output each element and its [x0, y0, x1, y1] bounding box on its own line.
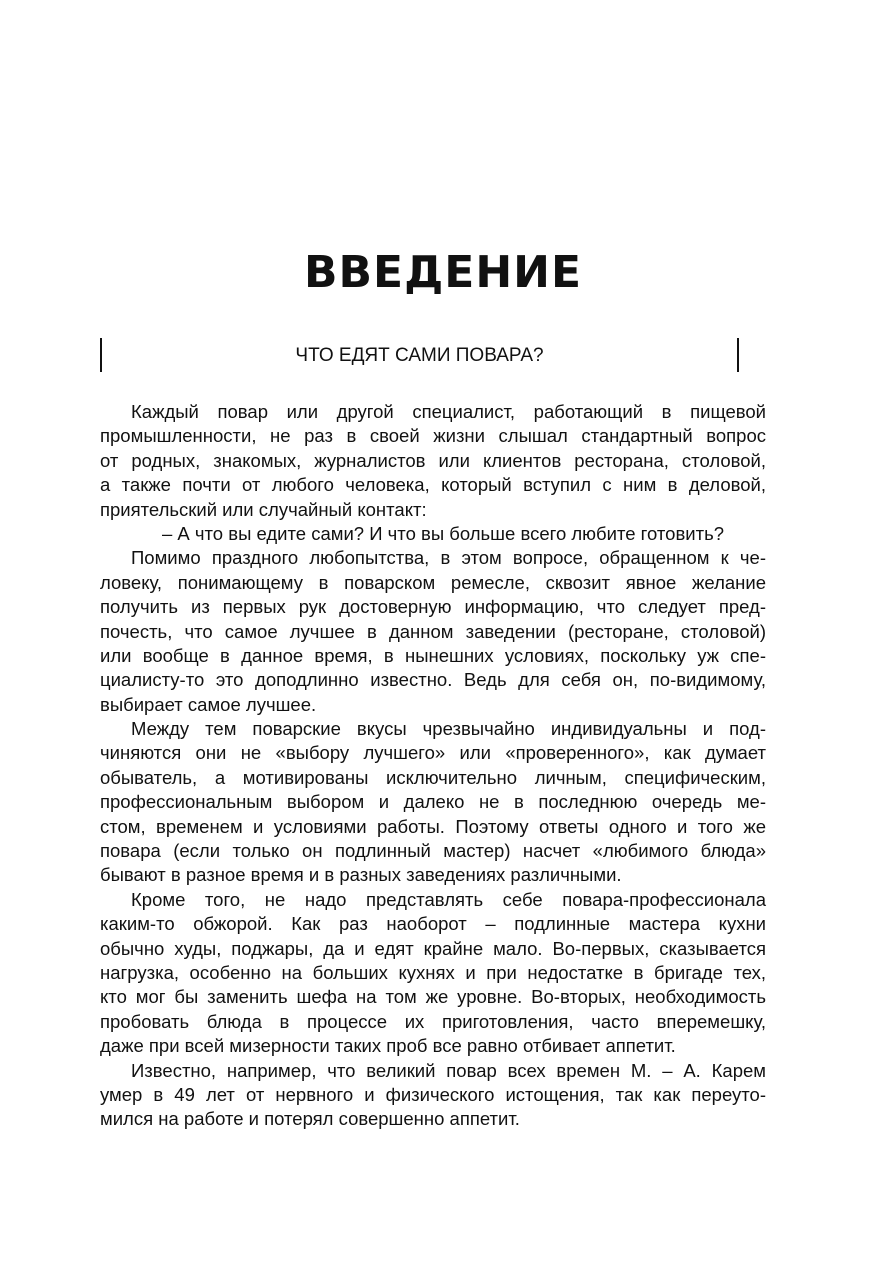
text-line: кто мог бы заменить шефа на том же уровне. Во-вторых, необходимость	[100, 986, 766, 1008]
text-line: Каждый повар или другой специалист, работающий в пищевой	[131, 401, 766, 422]
section-heading: ЧТО ЕДЯТ САМИ ПОВАРА?	[100, 338, 739, 372]
text-line: Помимо праздного любопытства, в этом вопросе, обращенном к че-	[131, 547, 766, 569]
text-line: циалисту-то это доподлинно известно. Ведь для себя он, по-видимому,	[100, 669, 766, 691]
text-line: даже при всей мизерности таких проб все равно отбивает аппетит.	[100, 1035, 676, 1057]
chapter-title: ВВЕДЕНИЕ	[303, 247, 583, 298]
text-line: Кроме того, не надо представлять себе повара-профессионала	[131, 888, 766, 910]
text-line: или вообще в данное время, в нынешних условиях, поскольку уж спе-	[100, 644, 766, 666]
text-line: мился на работе и потерял совершенно аппетит.	[100, 1108, 520, 1130]
text-line: обычно худы, поджары, да и едят крайне мало. Во-первых, сказывается	[100, 937, 766, 959]
text-line: обыватель, а мотивированы исключительно личным, специфическим,	[100, 766, 766, 788]
text-line: ловеку, понимающему в поварском ремесле, сквозит явное желание	[100, 571, 766, 593]
text-line: приятельский или случайный контакт:	[100, 498, 427, 520]
text-line: бывают в разное время и в разных заведениях различными.	[100, 864, 622, 886]
dialogue-line	[100, 522, 766, 546]
text-line: Между тем поварские вкусы чрезвычайно индивидуальны и под-	[131, 718, 766, 740]
text-line: – А что вы едите сами? И что вы больше всего любите готовить?	[162, 522, 725, 544]
paragraph	[100, 546, 766, 717]
text-line: почесть, что самое лучшее в данном заведении (ресторане, столовой)	[100, 620, 766, 642]
text-line: а также почти от любого человека, который вступил с ним в деловой,	[100, 474, 766, 496]
body-text	[100, 400, 766, 1132]
text-line: профессиональным выбором и далеко не в последнюю очередь ме-	[100, 791, 766, 813]
text-line: Известно, например, что великий повар всех времен М. – А. Карем	[131, 1059, 766, 1081]
text-line: стом, временем и условиями работы. Поэтому ответы одного и того же	[100, 815, 766, 837]
paragraph	[100, 1059, 766, 1132]
paragraph	[100, 400, 766, 522]
paragraph	[100, 888, 766, 1059]
text-line: выбирает самое лучшее.	[100, 693, 317, 715]
text-line: повара (если только он подлинный мастер) насчет «любимого блюда»	[100, 840, 766, 862]
text-line: умер в 49 лет от нервного и физического истощения, так как переуто-	[100, 1083, 766, 1105]
text-line: пробовать блюда в процессе их приготовления, часто вперемешку,	[100, 1010, 766, 1032]
text-line: от родных, знакомых, журналистов или клиентов ресторана, столовой,	[100, 449, 766, 471]
text-line: промышленности, не раз в своей жизни слышал стандартный вопрос	[100, 425, 766, 447]
text-line: нагрузка, особенно на больших кухнях и при недостатке в бригаде тех,	[100, 961, 766, 983]
text-line: каким-то обжорой. Как раз наоборот – подлинные мастера кухни	[100, 913, 766, 935]
text-line: получить из первых рук достоверную информацию, что следует пред-	[100, 596, 766, 618]
paragraph	[100, 717, 766, 888]
text-line: чиняются они не «выбору лучшего» или «проверенного», как думает	[100, 742, 766, 764]
